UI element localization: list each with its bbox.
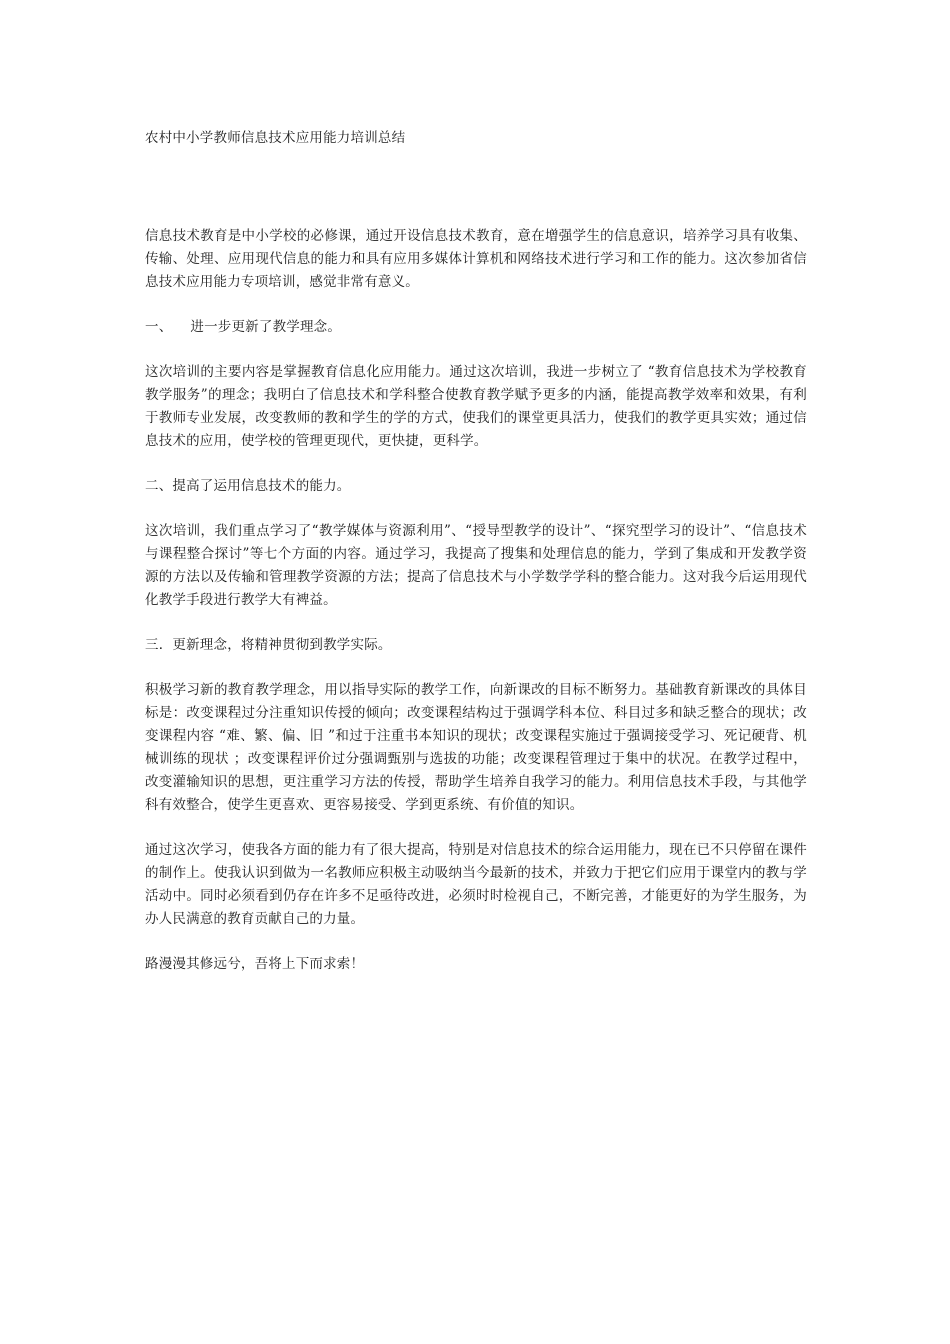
section-heading-1: 一、 进一步更新了教学理念。 — [145, 319, 342, 335]
document-page — [145, 127, 807, 976]
intro-paragraph: 信息技术教育是中小学校的必修课，通过开设信息技术教育，意在增强学生的信息意识，培养学习具有收集、传输、处理、应用现代信息的能力和具有应用多媒体计算机和网络技术进行学习和工作的能力。这次参加省信息技术应用能力专项培训，感觉非常有意义。 — [145, 228, 807, 290]
section-heading-3: 三．更新理念，将精神贯彻到教学实际。 — [145, 637, 392, 653]
document-title: 农村中小学教师信息技术应用能力培训总结 — [145, 130, 406, 146]
section-paragraph-2: 这次培训，我们重点学习了“教学媒体与资源利用”、“授导型教学的设计”、“探究型学习的设计”、“信息技术与课程整合探讨”等七个方面的内容。通过学习，我提高了搜集和处理信息的能力，学到了集成和开发教学资源的方法以及传输和管理教学资源的方法；提高了信息技术与小学数学学科的整合能力。这对我今后运用现代化教学手段进行教学大有裨益。 — [145, 523, 807, 608]
section-paragraph-1: 这次培训的主要内容是掌握教育信息化应用能力。通过这次培训，我进一步树立了 “教育信息技术为学校教育教学服务”的理念；我明白了信息技术和学科整合使教育教学赋予更多的内涵，能提高教学效率和效果，有利于教师专业发展，改变教师的教和学生的学的方式，使我们的课堂更具活力，使我们的教学更具实效；通过信息技术的应用，使学校的管理更现代，更快捷，更科学。 — [145, 364, 807, 449]
section-paragraph-3: 积极学习新的教育教学理念，用以指导实际的教学工作，向新课改的目标不断努力。基础教育新课改的具体目标是：改变课程过分注重知识传授的倾向；改变课程结构过于强调学科本位、科目过多和缺乏整合的现状；改变课程内容 “难、繁、偏、旧 ”和过于注重书本知识的现状；改变课程实施过于强调接受学习、死记硬背、机械训练的现状 ；改变课程评价过分强调甄别与选拔的功能；改变课程管理过于集中的状况。在教学过程中，改变灌输知识的思想，更注重学习方法的传授，帮助学生培养自我学习的能力。利用信息技术手段，与其他学科有效整合，使学生更喜欢、更容易接受、学到更系统、有价值的知识。 — [145, 682, 807, 813]
summary-paragraph: 通过这次学习，使我各方面的能力有了很大提高，特别是对信息技术的综合运用能力，现在已不只停留在课件的制作上。使我认识到做为一名教师应积极主动吸纳当今最新的技术，并致力于把它们应用于课堂内的教与学活动中。同时必须看到仍存在许多不足亟待改进，必须时时检视自己，不断完善，才能更好的为学生服务，为办人民满意的教育贡献自己的力量。 — [145, 842, 807, 927]
title-spacer — [145, 149, 807, 225]
closing-line: 路漫漫其修远兮，吾将上下而求索！ — [145, 956, 365, 972]
section-heading-2: 二、提高了运用信息技术的能力。 — [145, 478, 351, 494]
